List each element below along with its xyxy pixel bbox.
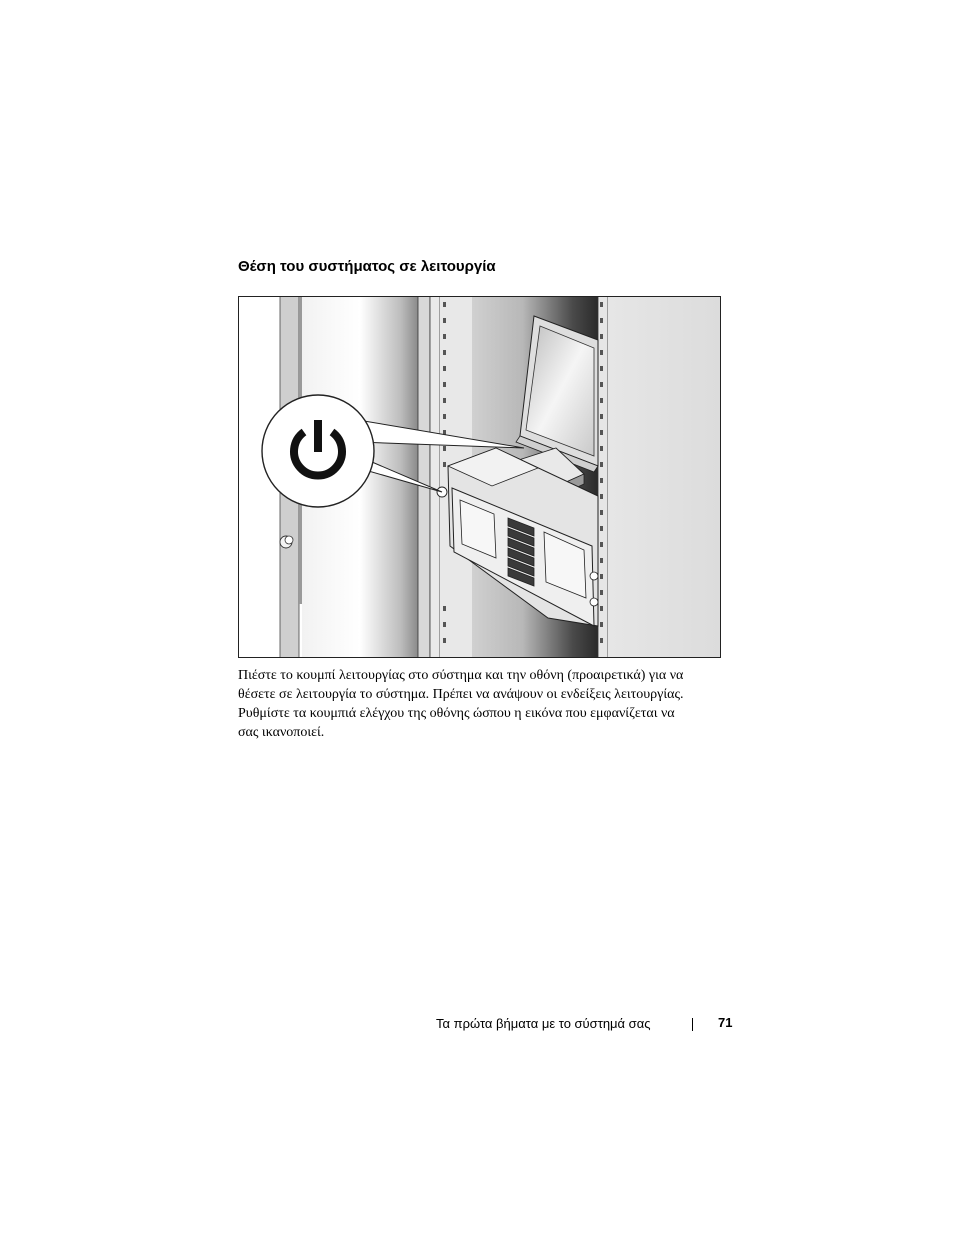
- page-number: 71: [718, 1015, 733, 1030]
- paragraph-line: σας ικανοποιεί.: [238, 725, 325, 740]
- paragraph-line: Πιέστε το κουμπί λειτουργίας στο σύστημα και την οθόνη (προαιρετικά) για να: [238, 668, 684, 683]
- section-heading: Θέση του συστήματος σε λειτουργία: [238, 258, 496, 275]
- footer-separator: [692, 1018, 693, 1031]
- server-rack-illustration: [238, 296, 721, 658]
- footer-chapter-title: Τα πρώτα βήματα με το σύστημά σας: [436, 1016, 651, 1031]
- instruction-paragraph: [238, 666, 722, 742]
- paragraph-line: Ρυθμίστε τα κουμπιά ελέγχου της οθόνης ώσπου η εικόνα που εμφανίζεται να: [238, 706, 675, 721]
- paragraph-line: θέσετε σε λειτουργία το σύστημα. Πρέπει να ανάψουν οι ενδείξεις λειτουργίας.: [238, 687, 684, 702]
